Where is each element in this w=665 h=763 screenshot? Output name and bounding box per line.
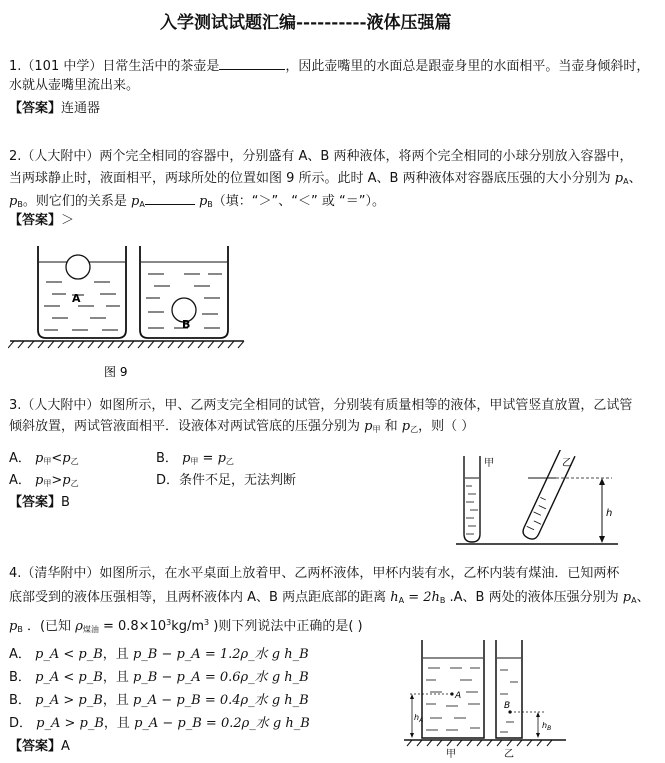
q1-text-b: ，因此壶嘴里的水面总是跟壶身里的水面相平。当壶身倾斜时， [285, 59, 650, 74]
operator: < [51, 451, 63, 466]
pressure-symbol: p [401, 419, 411, 434]
q3-answer [9, 495, 70, 511]
q2-blank [145, 192, 195, 205]
subscript: 乙 [225, 457, 234, 466]
label-b: B [182, 318, 191, 331]
q3-option-d[interactable]: D．条件不足，无法判断 [156, 473, 297, 488]
density-symbol: ρ [75, 619, 83, 634]
option-connector: ，且 [103, 716, 130, 731]
option-inequality: p_A > p_B [35, 693, 103, 708]
option-connector: ，且 [102, 670, 129, 685]
q4-option-c[interactable] [9, 693, 309, 709]
pressure-symbol: p [62, 473, 71, 488]
superscript: 3 [166, 618, 172, 627]
answer-label: 【答案】 [9, 739, 62, 754]
density-unit: kg/m [171, 619, 205, 634]
subscript: A [398, 596, 405, 605]
answer-value: A [61, 739, 70, 754]
subscript: B [207, 200, 213, 209]
q1-blank [219, 57, 285, 70]
label-hb: $h_B$ [542, 721, 552, 732]
q4-text: 底部受到的液体压强相等，且两杯液体内 A、B 两点距底部的距离 [9, 590, 387, 605]
answer-value: 连通器 [61, 101, 101, 116]
superscript: 3 [204, 618, 210, 627]
option-equation: p_B − p_A = 1.2ρ_水 g h_B [132, 647, 309, 662]
operator: = [202, 451, 214, 466]
subscript: A [623, 177, 629, 186]
q4-line2 [9, 590, 650, 609]
option-label: B． [9, 693, 31, 708]
label-yi: 乙 [562, 458, 572, 469]
page-title: 入学测试试题汇编----------液体压强篇 [160, 13, 452, 33]
subscript: B [17, 200, 23, 209]
label-a: A [72, 292, 81, 305]
subscript: 甲 [372, 425, 381, 434]
answer-label: 【答案】 [9, 101, 62, 116]
option-connector: ，且 [102, 693, 129, 708]
q2-line1: 2.（人大附中）两个完全相同的容器中，分别盛有 A、B 两种液体，将两个完全相同的小球分别放入容器中， [9, 149, 633, 164]
option-equation: p_A − p_B = 0.2ρ_水 g h_B [134, 716, 310, 731]
q3-line1: 3.（人大附中）如图所示，甲、乙两支完全相同的试管，分别装有质量相等的液体，甲试管竖直放置，乙试管 [9, 398, 633, 413]
subscript: 甲 [190, 457, 199, 466]
height-equation: = 2h [404, 590, 440, 605]
figure-caption: 图 9 [104, 365, 128, 379]
subscript: 乙 [410, 425, 419, 434]
q3-option-a[interactable] [9, 451, 79, 470]
label-point-a: A [455, 691, 462, 701]
q1-answer [9, 101, 100, 117]
q3-text: 倾斜放置，两试管液面相平．设液体对两试管底的压强分别为 [9, 419, 361, 434]
answer-label: 【答案】 [9, 495, 62, 510]
operator: > [51, 473, 63, 488]
pressure-symbol: p [35, 451, 44, 466]
q2-answer [9, 213, 74, 229]
q1-line1 [9, 57, 649, 75]
subscript: A [139, 200, 145, 209]
option-inequality: p_A < p_B [35, 647, 103, 662]
label-ha: $h_A$ [414, 713, 424, 724]
q2-text: 。则它们的关系是 [22, 194, 127, 209]
subscript: A [631, 596, 637, 605]
subscript: 甲 [43, 479, 52, 488]
option-equation: p_A − p_B = 0.4ρ_水 g h_B [132, 693, 309, 708]
option-label: D． [9, 716, 33, 731]
q3-text: ，则（ ） [418, 419, 475, 434]
pressure-symbol: p [622, 590, 632, 605]
q4-line3 [9, 615, 363, 638]
option-equation: p_B − p_A = 0.6ρ_水 g h_B [132, 670, 309, 685]
separator: 、 [628, 171, 642, 186]
q1-line2: 水就从壶嘴里流出来。 [9, 78, 140, 93]
pressure-symbol: p [182, 451, 191, 466]
q4-line1: 4.（清华附中）如图所示，在水平桌面上放着甲、乙两杯液体，甲杯内装有水，乙杯内装有煤油．已知两杯 [9, 566, 620, 581]
answer-value: B [61, 495, 70, 510]
label-jia: 甲 [484, 458, 494, 469]
option-label: A． [9, 451, 31, 466]
label-h: h [606, 508, 613, 519]
q2-line2 [9, 171, 642, 190]
pressure-symbol: p [62, 451, 71, 466]
q4-text: ．(已知 [26, 619, 72, 634]
subscript: B [17, 625, 23, 634]
q2-text: （填：“＞”、“＜” 或 “＝”）。 [212, 194, 385, 209]
q4-text: .A、B 两处的液体压强分别为 [449, 590, 619, 605]
q4-answer [9, 739, 70, 755]
pressure-symbol: p [614, 171, 624, 186]
height-symbol: h [390, 590, 399, 605]
subscript: 煤油 [82, 625, 99, 634]
subscript: 乙 [70, 457, 79, 466]
label-point-b: B [504, 701, 511, 711]
q3-option-c[interactable] [9, 473, 79, 492]
q3-line2 [9, 419, 474, 438]
option-inequality: p_A < p_B [35, 670, 103, 685]
figure-test-tubes [452, 450, 622, 550]
q1-text-a: 1.（101 中学）日常生活中的茶壶是 [9, 59, 220, 74]
q3-text: 和 [384, 419, 398, 434]
pressure-symbol: p [9, 619, 18, 634]
figure-two-beakers [400, 636, 570, 760]
label-jia: 甲 [446, 749, 456, 760]
option-label: A． [9, 473, 31, 488]
q4-option-b[interactable] [9, 670, 309, 686]
option-inequality: p_A > p_B [36, 716, 104, 731]
option-label: B． [9, 670, 31, 685]
q2-text: 当两球静止时，液面相平，两球所处的位置如图 9 所示。此时 A、B 两种液体对容器底压强的大小分别为 [9, 171, 611, 186]
q4-option-a[interactable] [9, 647, 309, 663]
pressure-symbol: p [9, 194, 18, 209]
subscript: 乙 [70, 479, 79, 488]
q4-option-d[interactable] [9, 716, 310, 732]
figure-9-two-containers [8, 236, 248, 386]
option-connector: ，且 [102, 647, 129, 662]
q3-option-b[interactable] [156, 451, 234, 470]
density-value: = 0.8×10 [98, 619, 167, 634]
pressure-symbol: p [35, 473, 44, 488]
option-label: B． [156, 451, 178, 466]
q2-line3 [9, 192, 385, 213]
answer-label: 【答案】 [9, 213, 62, 228]
pressure-symbol: p [364, 419, 373, 434]
option-label: A． [9, 647, 31, 662]
q4-text: )则下列说法中正确的是( ) [213, 619, 363, 634]
label-yi: 乙 [504, 749, 514, 760]
subscript: 甲 [43, 457, 52, 466]
pressure-symbol: p [198, 194, 208, 209]
separator: 、 [636, 590, 650, 605]
pressure-symbol: p [217, 451, 226, 466]
subscript: B [439, 596, 446, 605]
answer-value: ＞ [61, 213, 75, 228]
pressure-symbol: p [130, 194, 140, 209]
